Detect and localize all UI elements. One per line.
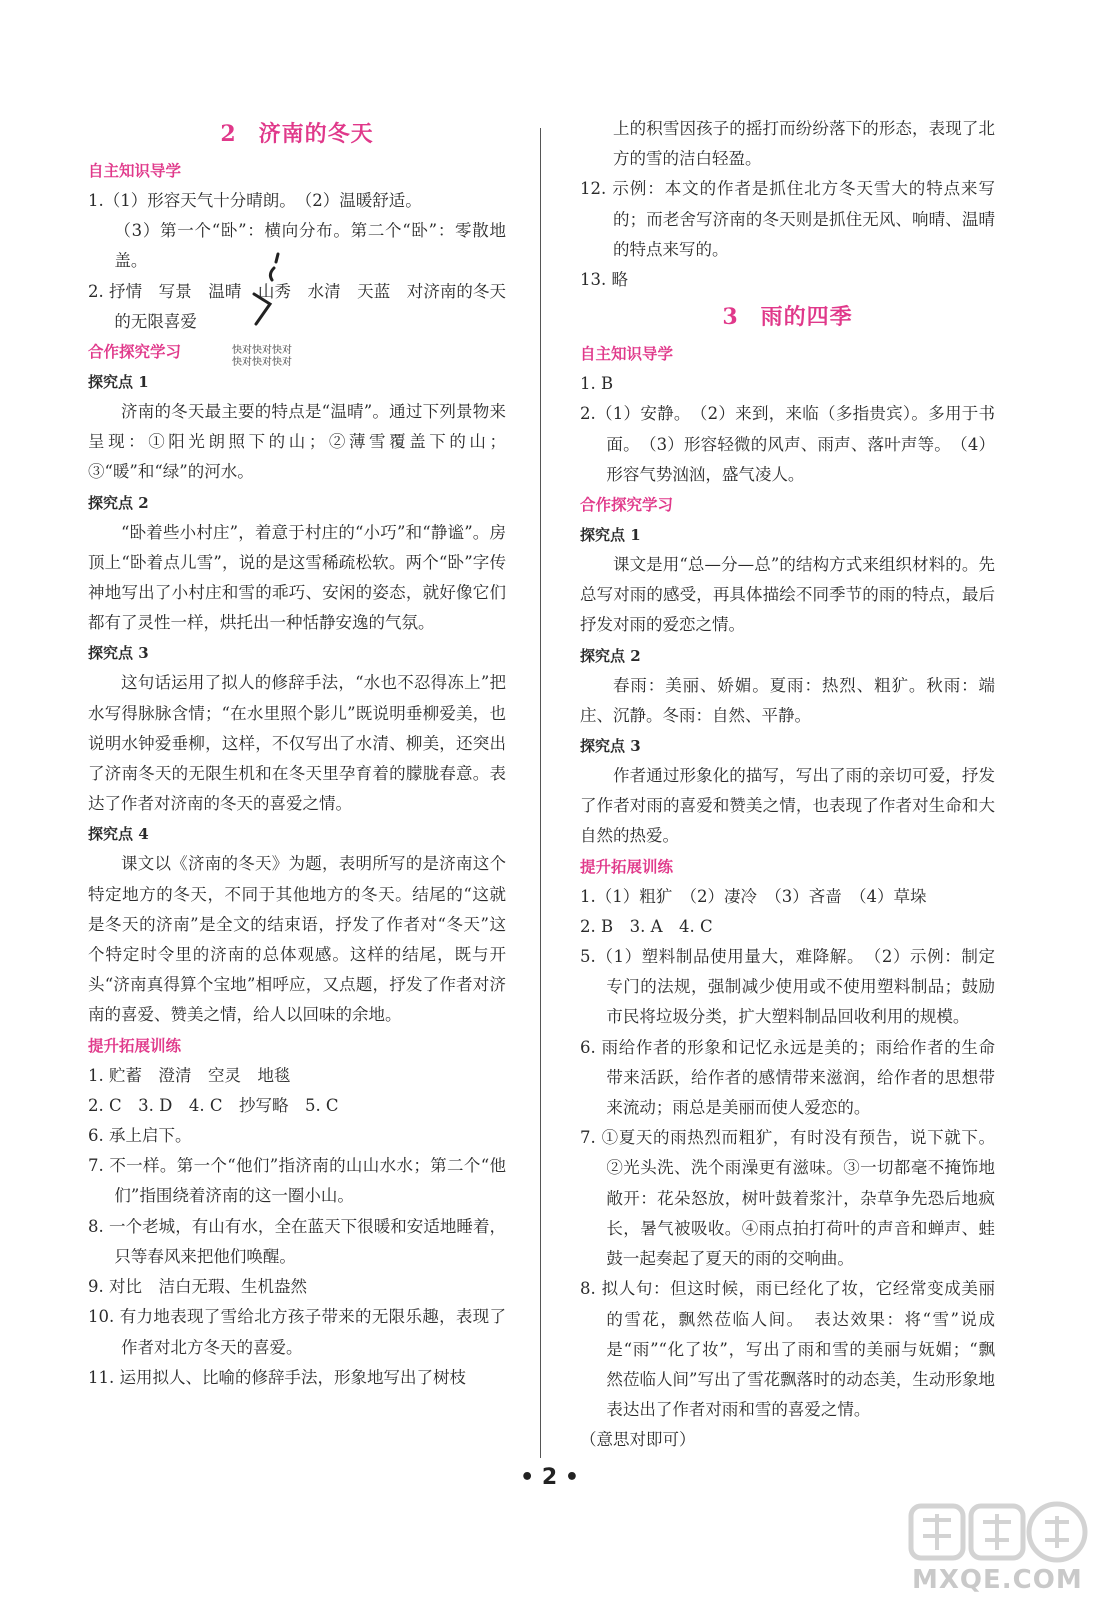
section-heading: 提升拓展训练 [88, 1035, 182, 1055]
inquiry-point-heading: 探究点 1 [88, 373, 149, 392]
inquiry-point-heading: 探究点 3 [580, 737, 641, 756]
answer-paragraph: 春雨：美丽、娇媚。夏雨：热烈、粗犷。秋雨：端庄、沉静。冬雨：自然、平静。 [580, 675, 995, 725]
inquiry-point-heading: 探究点 2 [88, 493, 149, 512]
answer-item: 2. C 3. D 4. C 抄写略 5. C [88, 1095, 339, 1115]
section-heading: 提升拓展训练 [580, 856, 674, 876]
inquiry-point-heading: 探究点 2 [580, 646, 641, 665]
answer-item: 5.（1）塑料制品使用量大，难降解。 （2）示例：制定专门的法规，强制减少使用或不使用塑料制品；鼓励市民将垃圾分类，扩大塑料制品回收利用的规模。 [580, 947, 995, 1027]
answer-paragraph: 课文以《济南的冬天》为题，表明所写的是济南这个特定地方的冬天，不同于其他地方的冬天。结尾的“这就是冬天的济南”是全文的结束语，抒发了作者对“冬天”这个特定时令里的济南的总体观感。这样的结尾，既与开头“济南真得算个宝地”相呼应，又点题，抒发了作者对济南的喜爱、赞美之情，给人以回味的余地。 [88, 854, 506, 1025]
answer-paragraph: “卧着些小村庄”，着意于村庄的“小巧”和“静谧”。房顶上“卧着点儿雪”，说的是这雪稀疏松软。两个“卧”字传神地写出了小村庄和雪的乖巧、安闲的姿态，就好像它们都有了灵性一样，烘托出一种恬静安逸的气氛。 [88, 522, 506, 633]
inquiry-point-heading: 探究点 1 [580, 526, 641, 545]
left-column [88, 112, 506, 1393]
answer-item: 1.（1）粗犷 （2）凄冷 （3）吝啬 （4）草垛 [580, 886, 927, 906]
answer-paragraph: 作者通过形象化的描写，写出了雨的亲切可爱，抒发了作者对雨的喜爱和赞美之情，也表现了作者对生命和大自然的热爱。 [580, 766, 995, 846]
section-heading: 合作探究学习 [88, 342, 182, 362]
answer-item: 7. 不一样。第一个“他们”指济南的山山水水；第二个“他们”指围绕着济南的这一圈小山。 [88, 1156, 506, 1206]
answer-item: 8. 一个老城，有山有水，全在蓝天下很暖和安适地睡着，只等春风来把他们唤醒。 [88, 1216, 506, 1266]
watermark-text: MXQE.COM [912, 1565, 1083, 1595]
answer-item: 2. B 3. A 4. C [580, 916, 713, 936]
answer-note: （意思对即可） [580, 1430, 696, 1450]
answer-item: 9. 对比 洁白无瑕、生机盎然 [88, 1277, 307, 1297]
answer-item: 1. B [580, 374, 614, 394]
answer-item: 13. 略 [580, 270, 628, 290]
answer-item: （3）第一个“卧”：横向分布。第二个“卧”：零散地盖。 [114, 221, 506, 271]
handwritten-note: 快对快对快对 快对快对快对 [232, 345, 292, 368]
answer-item: 11. 运用拟人、比喻的修辞手法，形象地写出了树枝 [88, 1367, 466, 1387]
lesson-2-title: 2 济南的冬天 [220, 121, 374, 147]
answer-item: 2.（1）安静。 （2）来到，来临（多指贵宾）。多用于书面。 （3）形容轻微的风声、雨声、落叶声等。 （4）形容气势汹汹，盛气凌人。 [580, 404, 995, 484]
answer-item: 1. 贮蓄 澄清 空灵 地毯 [88, 1065, 291, 1085]
answer-item: 12. 示例：本文的作者是抓住北方冬天雪大的特点来写的；而老舍写济南的冬天则是抓住无风、响晴、温晴的特点来写的。 [580, 179, 995, 259]
answer-item: 6. 承上启下。 [88, 1126, 192, 1146]
answer-item: 上的积雪因孩子的摇打而纷纷落下的形态，表现了北方的雪的洁白轻盈。 [613, 119, 995, 169]
answer-item: 10. 有力地表现了雪给北方孩子带来的无限乐趣，表现了作者对北方冬天的喜爱。 [88, 1307, 506, 1357]
answer-item: 7. ①夏天的雨热烈而粗犷，有时没有预告，说下就下。②光头洗、洗个雨澡更有滋味。③一切都毫不掩饰地敞开：花朵怒放，树叶鼓着浆汁，杂草争先恐后地疯长，暑气被吸收。④雨点拍打荷叶的声音和蝉声、蛙鼓一起奏起了夏天的雨的交响曲。 [580, 1128, 995, 1269]
answer-item: 1.（1）形容天气十分晴朗。 （2）温暖舒适。 [88, 191, 422, 210]
page-number: • 2 • [520, 1465, 579, 1490]
pen-mark-icon [248, 250, 288, 330]
lesson-3-title: 3 雨的四季 [722, 304, 853, 331]
answer-item: 2. 抒情 写景 温晴 山秀 水清 天蓝 对济南的冬天的无限喜爱 [88, 281, 506, 331]
section-heading: 自主知识导学 [88, 161, 182, 180]
answer-item: 8. 拟人句：但这时候，雨已经化了妆，它经常变成美丽的雪花，飘然莅临人间。 表达效果：将“雪”说成是“雨”“化了妆”，写出了雨和雪的美丽与妩媚；“飘然莅临人间”写出了雪花飘落时的动态美，生动形象地表达出了作者对雨和雪的喜爱之情。 [580, 1279, 995, 1420]
section-heading: 合作探究学习 [580, 495, 674, 515]
answer-item: 6. 雨给作者的形象和记忆永远是美的；雨给作者的生命带来活跃，给作者的感情带来滋润，给作者的思想带来流动；雨总是美丽而使人爱恋的。 [580, 1037, 995, 1118]
section-heading: 自主知识导学 [580, 344, 674, 364]
inquiry-point-heading: 探究点 3 [88, 644, 149, 663]
answer-paragraph: 济南的冬天最主要的特点是“温晴”。通过下列景物来呈现：①阳光朗照下的山；②薄雪覆盖下的山；③“暖”和“绿”的河水。 [88, 402, 506, 482]
answer-paragraph: 这句话运用了拟人的修辞手法，“水也不忍得冻上”把水写得脉脉含情；“在水里照个影儿”既说明垂柳爱美，也说明水钟爱垂柳，这样，不仅写出了水清、柳美，还突出了济南冬天的无限生机和在冬天里孕育着的朦胧春意。表达了作者对济南的冬天的喜爱之情。 [88, 673, 506, 814]
column-divider [540, 128, 541, 1458]
right-column [580, 114, 995, 1456]
answer-paragraph: 课文是用“总—分—总”的结构方式来组织材料的。先总写对雨的感受，再具体描绘不同季节的雨的特点，最后抒发对雨的爱恋之情。 [580, 555, 995, 635]
inquiry-point-heading: 探究点 4 [88, 825, 149, 844]
